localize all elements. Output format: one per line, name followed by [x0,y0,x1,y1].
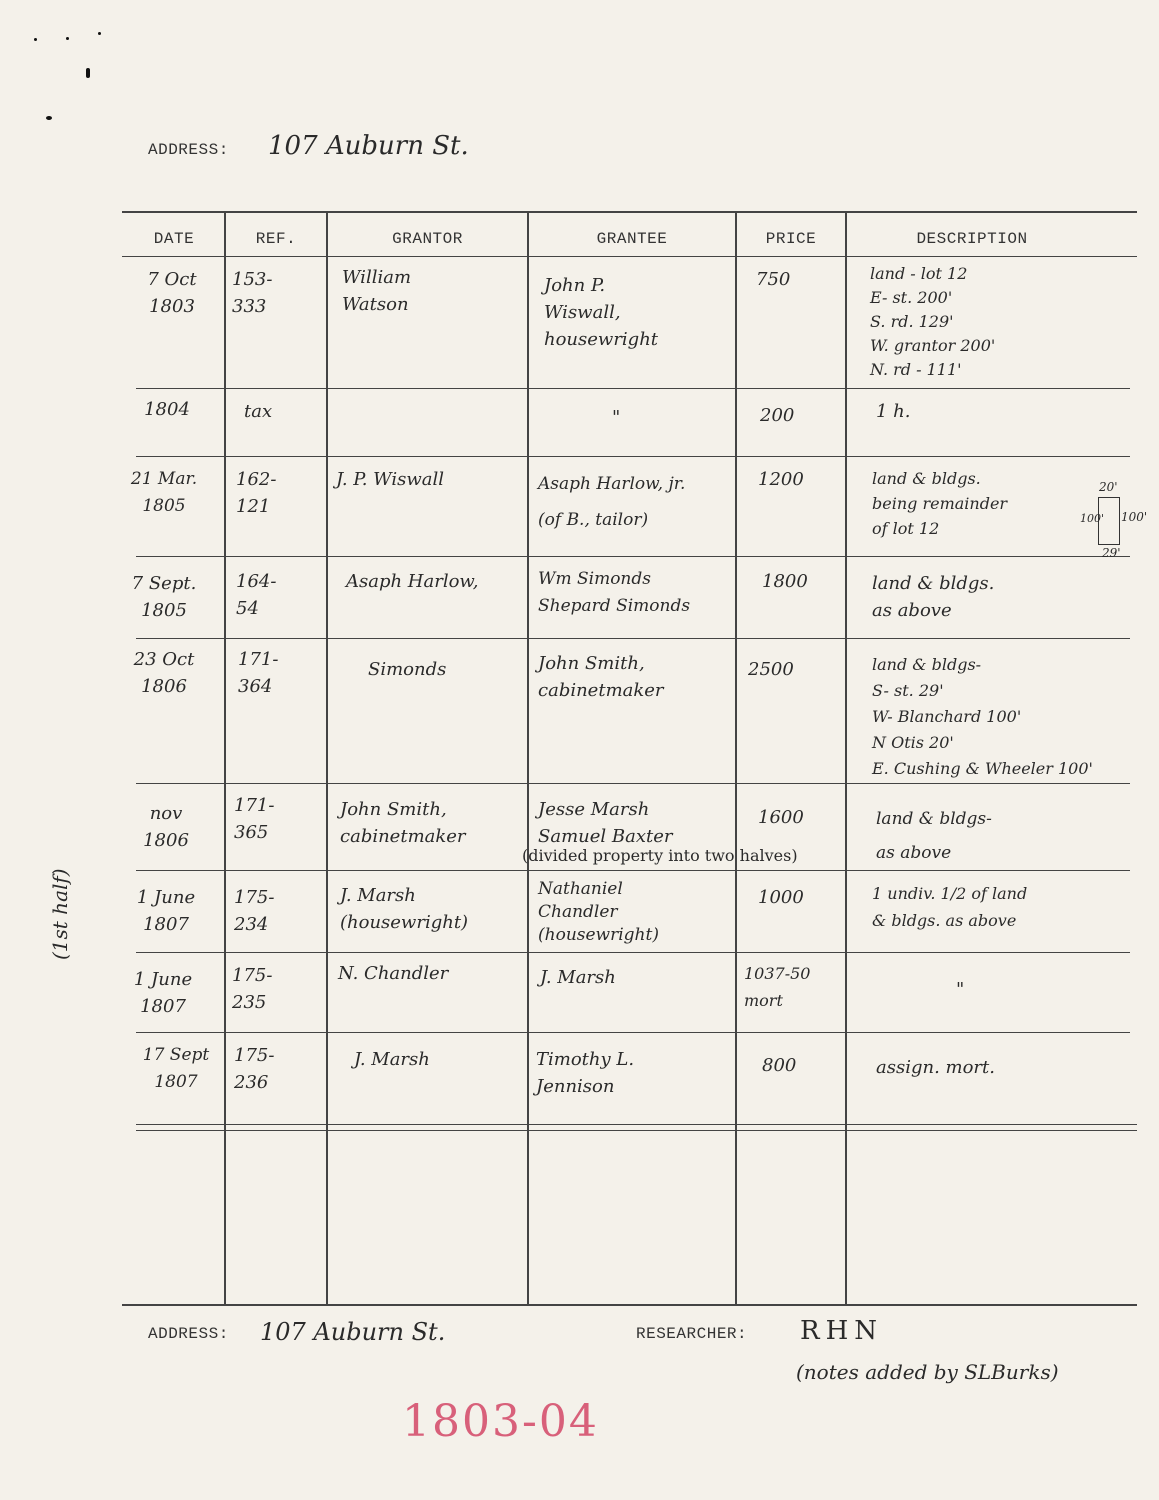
table-cell-grantor: J. Marsh [354,1049,430,1070]
table-cell-date: 21 Mar. 1805 [130,469,198,516]
table-cell-description: assign. mort. [876,1057,995,1078]
row-rule [136,783,1130,784]
column-divider [326,211,328,1304]
table-cell-price: 2500 [748,659,794,680]
side-note: (1st half) [48,868,72,960]
table-cell-ref: 175- 235 [232,965,273,1013]
table-cell-price: 1037-50 mort [744,964,811,1010]
table-cell-date: 1804 [144,399,190,420]
table-cell-grantor: John Smith, cabinetmaker [340,799,466,847]
table-cell-grantee: Jesse Marsh Samuel Baxter [538,799,673,847]
column-header-grantor: GRANTOR [392,230,463,248]
table-cell-grantee: Timothy L. Jennison [536,1049,635,1097]
year-range: 1803-04 [402,1396,599,1447]
table-cell-description: land & bldgs. as above [872,573,995,621]
table-cell-grantee: Nathaniel Chandler (housewright) [538,879,659,945]
table-cell-date: nov 1806 [143,803,189,851]
table-end-rule [136,1124,1137,1125]
table-top-rule [122,211,1137,213]
footer-address-label: ADDRESS: [148,1325,229,1343]
table-bottom-rule [122,1304,1137,1306]
table-cell-price: 1600 [758,807,804,828]
table-cell-grantee: John P. Wiswall, housewright [544,275,659,350]
speck [34,38,37,41]
table-cell-ref: tax [244,401,273,422]
table-cell-ref: 171- 365 [234,795,275,843]
table-cell-price: 800 [762,1055,797,1076]
table-cell-grantee: Asaph Harlow, jr. (of B., tailor) [538,474,686,530]
table-cell-description: land - lot 12 E- st. 200' S. rd. 129' W. grantor 200' N. rd - 111' [870,264,996,379]
row-rule [136,1032,1130,1033]
table-cell-grantee: J. Marsh [540,967,616,988]
column-divider [735,211,737,1304]
table-cell-grantee: John Smith, cabinetmaker [538,653,664,701]
plot-dim-bottom: 29' [1102,546,1121,560]
row-rule [136,638,1130,639]
table-cell-grantor: N. Chandler [338,963,449,984]
table-cell-date: 7 Sept. 1805 [131,573,197,621]
table-cell-ref: 162- 121 [236,469,277,517]
speck [98,32,101,35]
column-header-grantee: GRANTEE [596,230,668,248]
plot-dim-left: 100' [1080,512,1105,525]
table-cell-grantor: J. P. Wiswall [336,469,444,490]
table-cell-date: 1 June 1807 [136,887,196,935]
table-cell-description: 1 h. [876,401,911,422]
speck [46,116,52,120]
table-cell-price: 1200 [758,469,804,490]
table-cell-grantee: " [612,407,621,428]
table-cell-description: " [956,979,965,1000]
table-cell-ref: 175- 236 [234,1045,275,1093]
table-cell-grantor: J. Marsh (housewright) [340,885,469,933]
address-label: ADDRESS: [148,141,229,159]
column-header-date: DATE [153,230,195,248]
table-cell-grantor: Asaph Harlow, [346,571,479,592]
column-header-description: DESCRIPTION [916,230,1028,248]
row-rule [136,456,1130,457]
row-rule [136,952,1130,953]
table-cell-date: 17 Sept 1807 [142,1045,210,1092]
table-end-rule [136,1130,1137,1131]
table-cell-date: 1 June 1807 [133,969,193,1017]
table-cell-description: land & bldgs. being remainder of lot 12 [872,469,1008,538]
table-cell-date: 7 Oct 1803 [147,269,197,317]
address-value: 107 Auburn St. [268,131,469,161]
table-cell-date: 23 Oct 1806 [133,649,195,697]
column-header-price: PRICE [765,230,817,248]
table-cell-grantor: Simonds [368,659,447,680]
table-cell-price: 200 [760,405,795,426]
plot-dim-right: 100' [1121,510,1148,524]
row-rule [136,388,1130,389]
table-cell-grantor: William Watson [342,267,412,315]
plot-dim-top: 20' [1099,480,1118,494]
table-cell-ref: 164- 54 [236,571,277,619]
table-cell-price: 750 [756,269,791,290]
researcher-value: RHN [800,1316,883,1346]
footer-address-value: 107 Auburn St. [260,1318,446,1346]
column-divider [224,211,226,1304]
speck [86,68,90,78]
divided-note: (divided property into two halves) [522,846,798,865]
row-rule [136,870,1130,871]
notes-credit: (notes added by SLBurks) [796,1360,1059,1384]
table-cell-ref: 153- 333 [232,269,273,317]
speck [66,37,69,40]
table-cell-description: 1 undiv. 1/2 of land & bldgs. as above [872,884,1028,930]
table-cell-description: land & bldgs- S- st. 29' W- Blanchard 100' N Otis 20' E. Cushing & Wheeler 100' [872,655,1093,778]
row-rule [136,556,1130,557]
column-divider [527,211,529,1304]
column-header-ref: REF. [255,230,297,248]
table-cell-ref: 171- 364 [238,649,279,697]
table-cell-ref: 175- 234 [234,887,275,935]
table-cell-price: 1800 [762,571,808,592]
table-cell-description: land & bldgs- as above [876,809,992,863]
researcher-label: RESEARCHER: [636,1325,748,1343]
table-header-rule [122,256,1137,257]
table-cell-grantee: Wm Simonds Shepard Simonds [538,569,691,616]
table-cell-price: 1000 [758,887,804,908]
column-divider [845,211,847,1304]
